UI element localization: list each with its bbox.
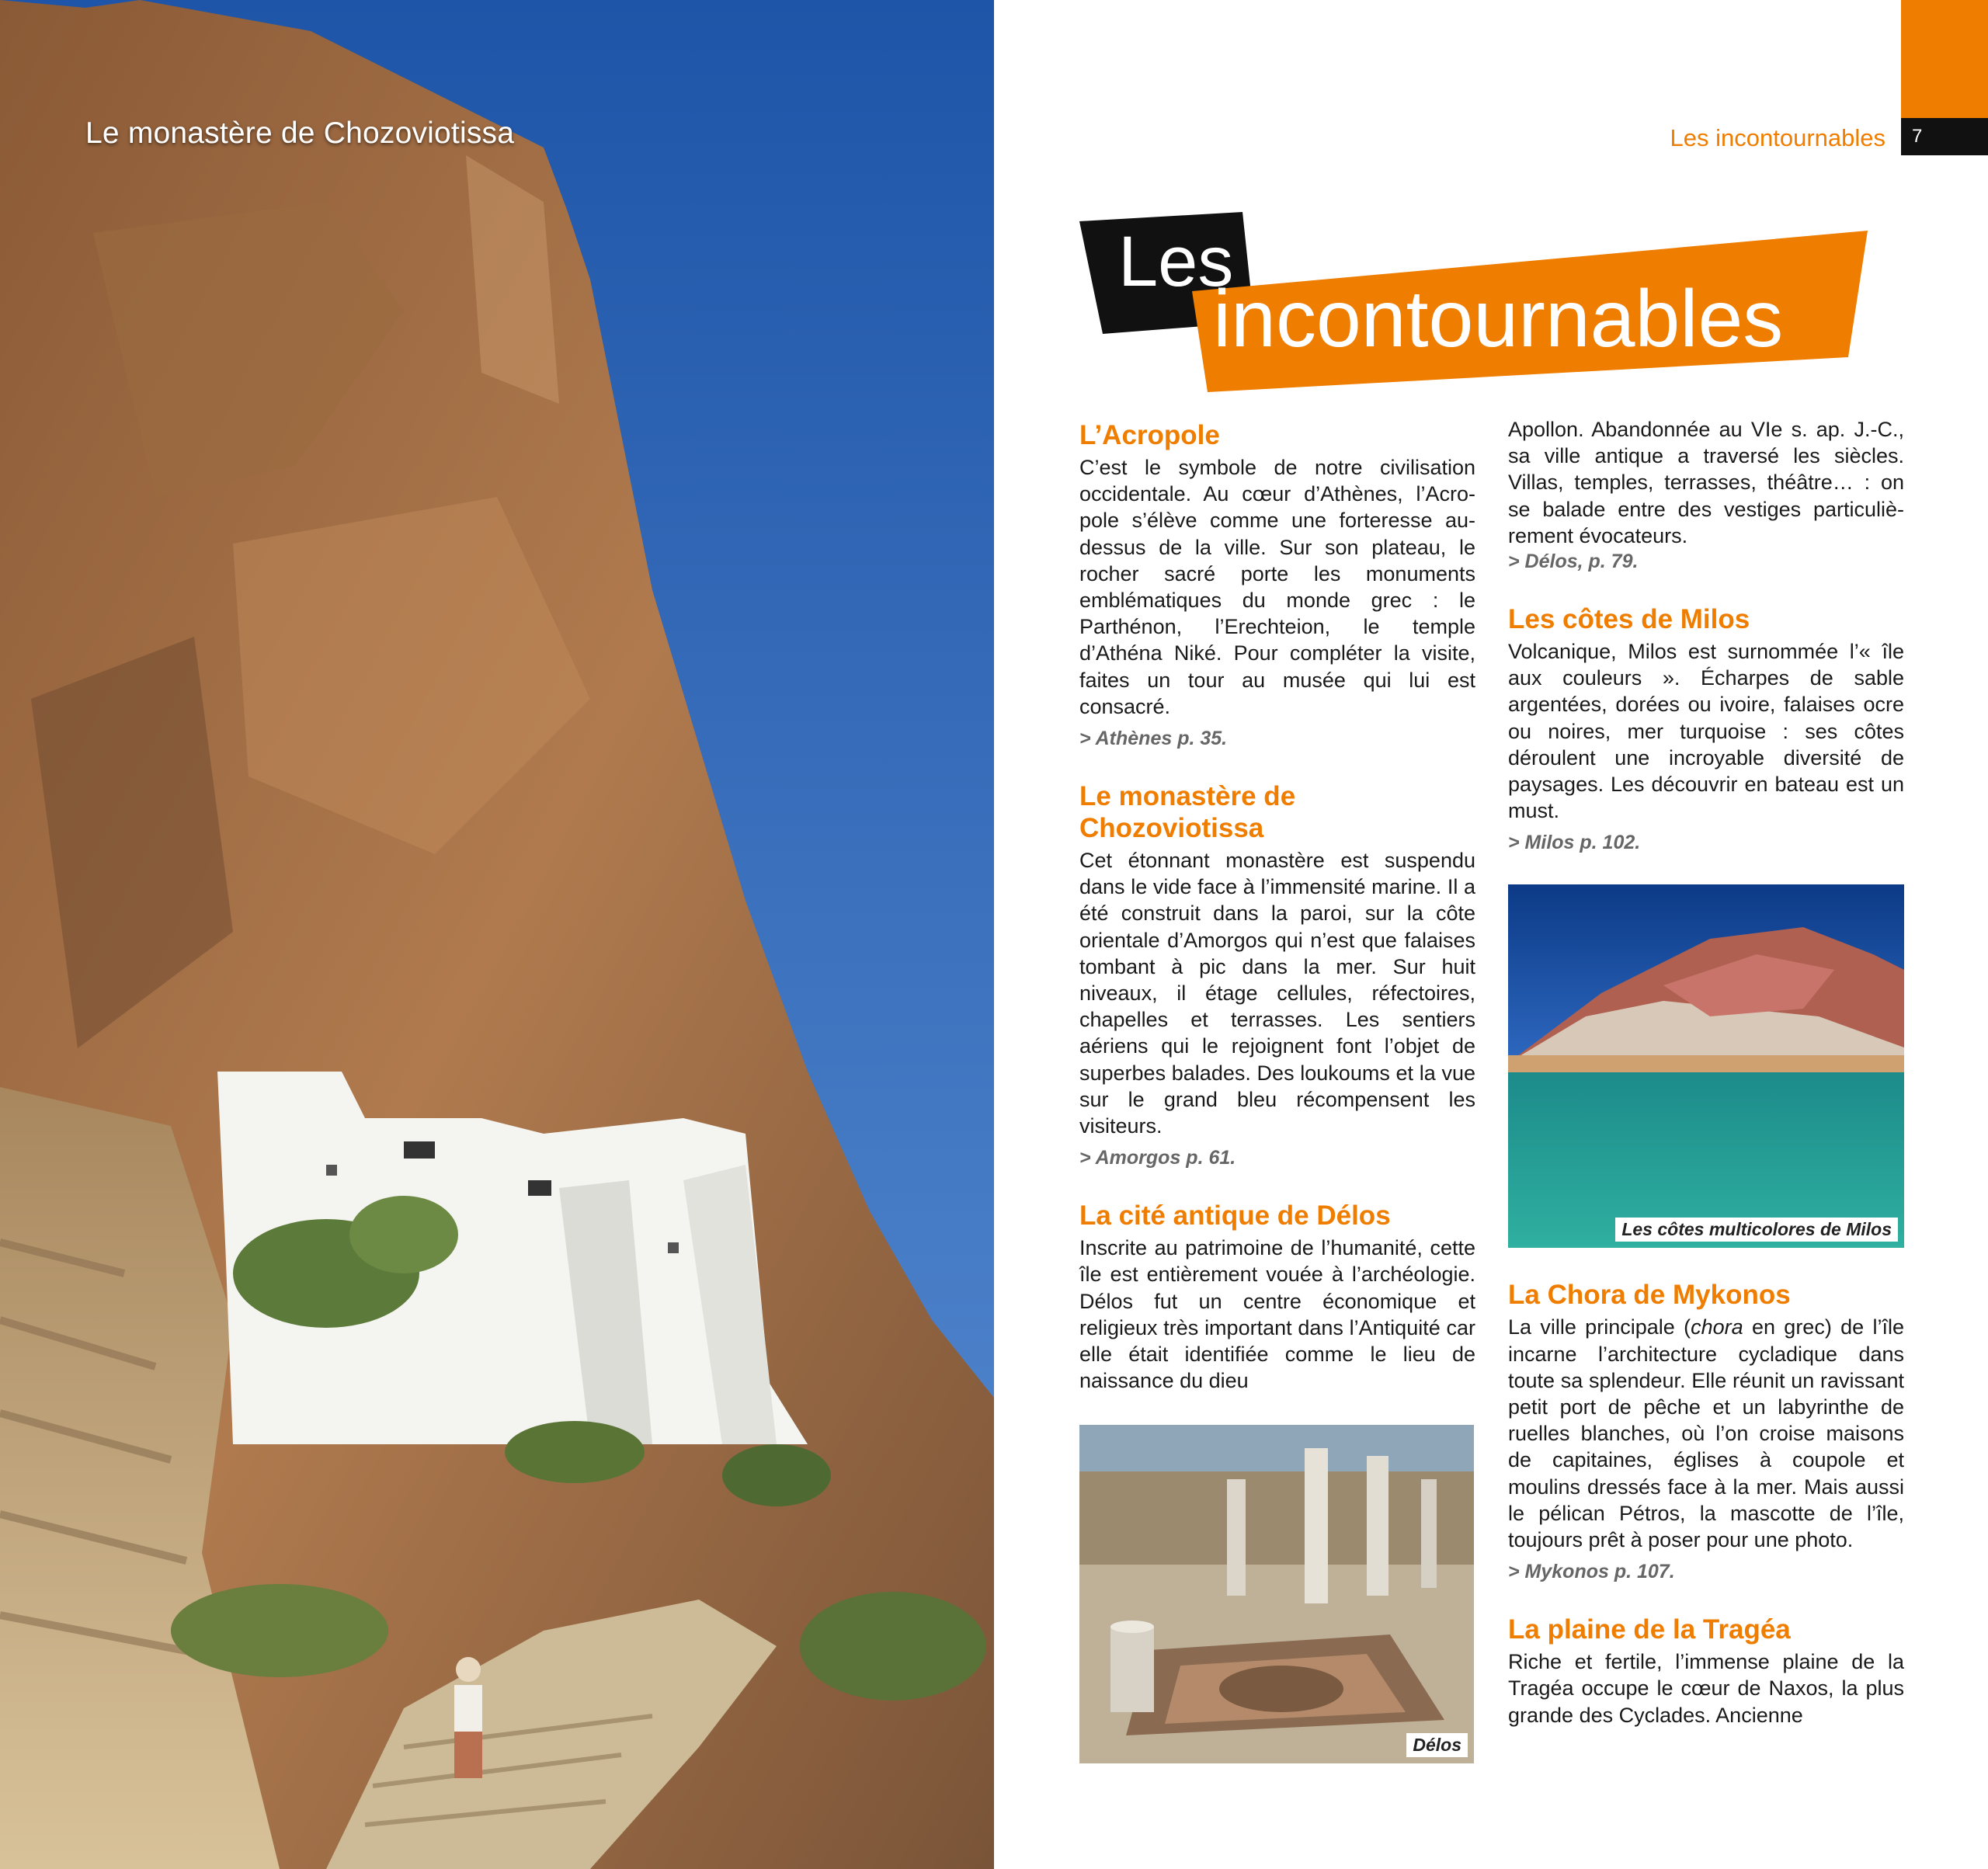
photo-caption: Le monastère de Chozoviotissa	[85, 116, 515, 150]
column-right	[1508, 416, 1904, 1758]
entry-title: La plaine de la Tragéa	[1508, 1614, 1791, 1645]
title-line-2: incontournables	[1213, 274, 1784, 364]
entry-reference: > Amorgos p. 61.	[1079, 1147, 1236, 1169]
entry-body: Volcanique, Milos est surnommée l’« île aux couleurs ». Écharpes de sable argentées, dorées ou ivoire, falaises ocre ou noires, mer turquoise : ses côtes déroulent une incroyable diversité de paysages. Les découvrir en bateau est un must.	[1508, 640, 1904, 823]
delos-illustration	[1079, 1425, 1474, 1763]
entry-body: Inscrite au patrimoine de l’humanité, cette île est entièrement vouée à l’archéologie. Délos fut un centre économique et religieux très important dans l’Antiquité car elle était identifiée comme le lieu de naissance du dieu	[1079, 1236, 1475, 1393]
entry-chozoviotissa	[1079, 780, 1475, 1170]
running-head: Les incontournables	[1670, 124, 1885, 151]
title-line-1: Les	[1118, 222, 1234, 301]
entry-body: C’est le symbole de notre civilisation occidentale. Au cœur d’Athènes, l’Acropole s’élève comme une forteresse au-dessus de la ville. Sur son plateau, le rocher sacré porte les monuments emblématiques du monde grec : le Parthénon, l’Erechteion, le temple d’Athéna Niké. Pour compléter la visite, faites un tour au musée qui lui est consacré.	[1079, 456, 1475, 718]
body-text: La ville principale (	[1508, 1315, 1691, 1339]
entry-title: L’Acropole	[1079, 420, 1220, 450]
body-text: en grec) de l’île incarne l’architecture cycladique dans toute sa splendeur. Elle réunit un ravissant petit port de pêche et un labyrinthe de ruelles blanches, où l’on croise maisons de capitaines, églises à coupole et moulins dressés face à la mer. Mais aussi le pélican Pétros, la mascotte de l’île, toujours prêt à poser pour une photo.	[1508, 1315, 1904, 1552]
entry-tragea	[1508, 1614, 1904, 1728]
entry-body: Riche et fertile, l’immense plaine de la Tragéa occupe le cœur de Naxos, la plus grande des Cyclades. Ancienne	[1508, 1650, 1904, 1727]
entry-title: Le monastère de Chozoviotissa	[1079, 781, 1296, 844]
entry-delos-continued	[1508, 416, 1904, 574]
page-number: 7	[1901, 118, 1988, 155]
milos-photo	[1508, 884, 1904, 1248]
column-left	[1079, 419, 1475, 1763]
entry-body	[1508, 1314, 1904, 1553]
entry-title: La cité antique de Délos	[1079, 1200, 1391, 1232]
entry-body: Cet étonnant monastère est suspendu dans le vide face à l’immensité marine. Il a été construit dans la paroi, sur la côte orientale d’Amorgos qui n’est que falaises tombant à pic dans la mer. Sur huit niveaux, il étage cellules, réfectoires, chapelles et terrasses. Les sentiers aériens qui le rejoignent font l’objet de superbes balades. Des loukoums et la vue sur le grand bleu récompensent les visiteurs.	[1079, 849, 1475, 1138]
entry-mykonos	[1508, 1279, 1904, 1584]
entry-body-continued: Apollon. Abandonnée au VIe s. ap. J.-C., sa ville antique a traversé les siècles. Villas, temples, terrasses, théâtre… : on se balade entre des vestiges particulièrement évocateurs.	[1508, 418, 1904, 547]
entry-title: La Chora de Mykonos	[1508, 1280, 1791, 1311]
chapter-tab	[1901, 0, 1988, 118]
figure-caption: Les côtes multicolores de Milos	[1615, 1218, 1898, 1242]
entry-acropole	[1079, 419, 1475, 751]
milos-illustration	[1508, 884, 1904, 1248]
entry-delos	[1079, 1200, 1475, 1394]
entry-milos	[1508, 603, 1904, 855]
entry-reference: > Athènes p. 35.	[1079, 728, 1228, 750]
entry-reference: > Délos, p. 79.	[1508, 551, 1639, 573]
figure-caption: Délos	[1406, 1733, 1468, 1757]
entry-reference: > Milos p. 102.	[1508, 832, 1641, 854]
delos-photo	[1079, 1425, 1474, 1763]
body-emphasis: chora	[1691, 1315, 1743, 1339]
entry-reference: > Mykonos p. 107.	[1508, 1561, 1675, 1583]
entry-title: Les côtes de Milos	[1508, 604, 1750, 635]
